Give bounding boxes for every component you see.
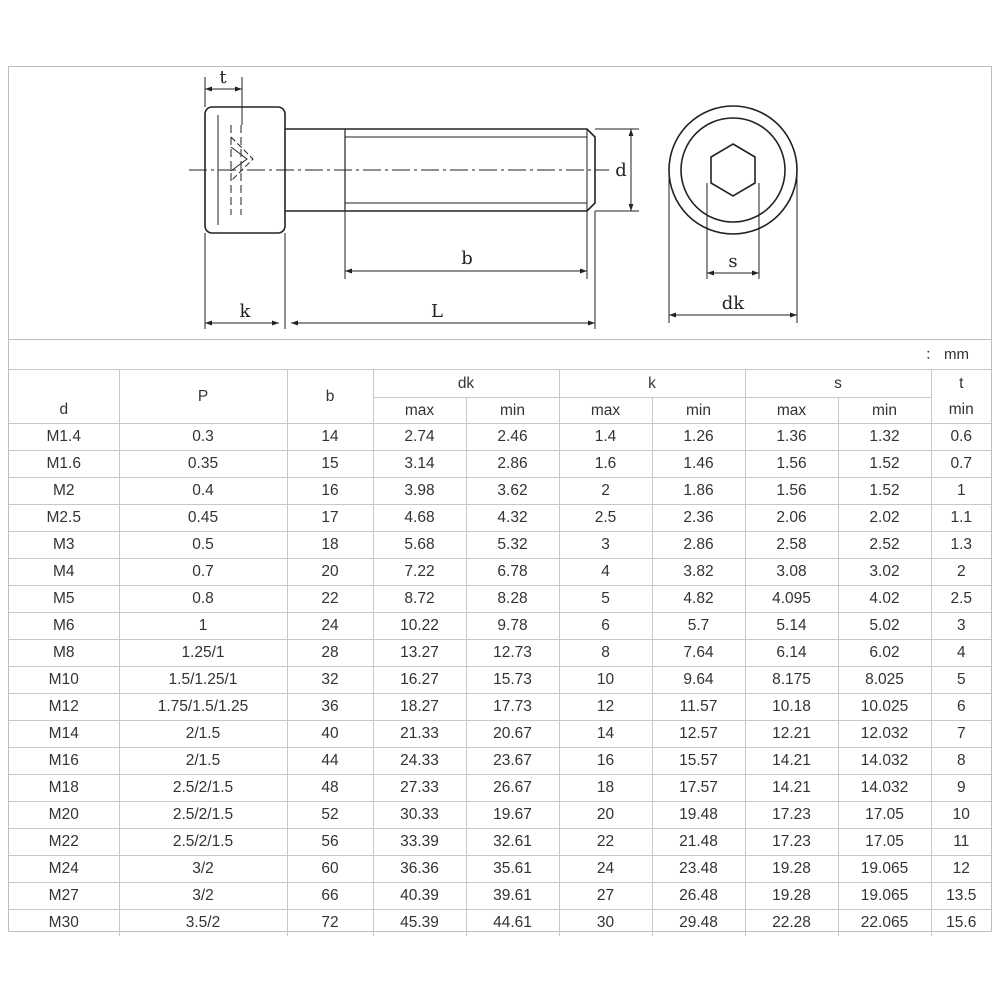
cell-b: 18 xyxy=(287,532,373,559)
table-row xyxy=(9,451,991,478)
cell-t-min: 0.7 xyxy=(931,451,991,478)
cell-b: 36 xyxy=(287,694,373,721)
cell-d: M5 xyxy=(9,586,119,613)
cell-p: 0.8 xyxy=(119,586,287,613)
cell-d: M14 xyxy=(9,721,119,748)
cell-s-max: 8.175 xyxy=(745,667,838,694)
cell-dk-min: 9.78 xyxy=(466,613,559,640)
cell-p: 0.4 xyxy=(119,478,287,505)
table-row xyxy=(9,424,991,451)
cell-d: M20 xyxy=(9,802,119,829)
label-b: b xyxy=(461,248,473,269)
cell-t-min: 9 xyxy=(931,775,991,802)
cell-t-min: 15.6 xyxy=(931,910,991,937)
cell-b: 56 xyxy=(287,829,373,856)
table-row xyxy=(9,694,991,721)
header-k: k xyxy=(559,370,745,398)
cell-k-min: 15.57 xyxy=(652,748,745,775)
cell-dk-min: 15.73 xyxy=(466,667,559,694)
cell-k-min: 2.86 xyxy=(652,532,745,559)
cell-t-min: 6 xyxy=(931,694,991,721)
cell-b: 72 xyxy=(287,910,373,937)
table-row xyxy=(9,910,991,937)
cell-dk-min: 2.46 xyxy=(466,424,559,451)
cell-k-min: 1.46 xyxy=(652,451,745,478)
cell-dk-max: 21.33 xyxy=(373,721,466,748)
cell-k-min: 11.57 xyxy=(652,694,745,721)
cell-p: 1.75/1.5/1.25 xyxy=(119,694,287,721)
header-k-max: max xyxy=(559,398,652,424)
cell-p: 2.5/2/1.5 xyxy=(119,775,287,802)
cell-b: 66 xyxy=(287,883,373,910)
cell-s-min: 19.065 xyxy=(838,856,931,883)
cell-k-max: 14 xyxy=(559,721,652,748)
cell-dk-min: 5.32 xyxy=(466,532,559,559)
cell-dk-min: 23.67 xyxy=(466,748,559,775)
cell-k-max: 30 xyxy=(559,910,652,937)
label-L: L xyxy=(431,301,443,322)
table-row xyxy=(9,856,991,883)
cell-s-min: 8.025 xyxy=(838,667,931,694)
cell-d: M2 xyxy=(9,478,119,505)
cell-k-max: 24 xyxy=(559,856,652,883)
cell-p: 2/1.5 xyxy=(119,721,287,748)
cell-t-min: 7 xyxy=(931,721,991,748)
hex-socket xyxy=(711,144,755,196)
cell-t-min: 8 xyxy=(931,748,991,775)
cell-dk-min: 19.67 xyxy=(466,802,559,829)
cell-p: 3.5/2 xyxy=(119,910,287,937)
cell-d: M12 xyxy=(9,694,119,721)
cell-k-max: 2 xyxy=(559,478,652,505)
cell-dk-min: 4.32 xyxy=(466,505,559,532)
table-row xyxy=(9,667,991,694)
table-row xyxy=(9,613,991,640)
cell-dk-max: 8.72 xyxy=(373,586,466,613)
table-row xyxy=(9,775,991,802)
cell-s-min: 4.02 xyxy=(838,586,931,613)
cell-dk-min: 39.61 xyxy=(466,883,559,910)
cell-t-min: 3 xyxy=(931,613,991,640)
cell-s-max: 1.56 xyxy=(745,478,838,505)
cell-dk-max: 2.74 xyxy=(373,424,466,451)
cell-dk-max: 27.33 xyxy=(373,775,466,802)
cell-p: 2/1.5 xyxy=(119,748,287,775)
cell-k-min: 2.36 xyxy=(652,505,745,532)
cell-dk-max: 3.14 xyxy=(373,451,466,478)
cell-k-max: 27 xyxy=(559,883,652,910)
cell-dk-max: 36.36 xyxy=(373,856,466,883)
cell-d: M2.5 xyxy=(9,505,119,532)
header-t: t xyxy=(931,370,991,398)
cell-b: 16 xyxy=(287,478,373,505)
cell-dk-max: 16.27 xyxy=(373,667,466,694)
screw-head-end-view xyxy=(669,106,797,234)
cell-s-max: 2.58 xyxy=(745,532,838,559)
table-row xyxy=(9,883,991,910)
table-row xyxy=(9,748,991,775)
cell-b: 17 xyxy=(287,505,373,532)
cell-dk-max: 18.27 xyxy=(373,694,466,721)
cell-p: 2.5/2/1.5 xyxy=(119,829,287,856)
cell-s-min: 2.02 xyxy=(838,505,931,532)
cell-dk-min: 20.67 xyxy=(466,721,559,748)
cell-s-min: 5.02 xyxy=(838,613,931,640)
cell-s-max: 6.14 xyxy=(745,640,838,667)
cell-s-min: 2.52 xyxy=(838,532,931,559)
cell-s-max: 17.23 xyxy=(745,829,838,856)
cell-s-max: 1.56 xyxy=(745,451,838,478)
label-k: k xyxy=(239,301,251,322)
cell-b: 60 xyxy=(287,856,373,883)
cell-s-min: 1.52 xyxy=(838,451,931,478)
label-dk: dk xyxy=(721,293,745,314)
cell-s-min: 3.02 xyxy=(838,559,931,586)
cell-d: M22 xyxy=(9,829,119,856)
cell-s-min: 6.02 xyxy=(838,640,931,667)
cell-p: 0.5 xyxy=(119,532,287,559)
cell-s-max: 4.095 xyxy=(745,586,838,613)
cell-t-min: 0.6 xyxy=(931,424,991,451)
table-row xyxy=(9,505,991,532)
cell-k-min: 5.7 xyxy=(652,613,745,640)
cell-s-max: 10.18 xyxy=(745,694,838,721)
cell-dk-min: 12.73 xyxy=(466,640,559,667)
cell-k-max: 1.6 xyxy=(559,451,652,478)
cell-k-max: 4 xyxy=(559,559,652,586)
cell-k-max: 18 xyxy=(559,775,652,802)
cell-d: M4 xyxy=(9,559,119,586)
cell-t-min: 2 xyxy=(931,559,991,586)
cell-s-min: 17.05 xyxy=(838,829,931,856)
table-body xyxy=(9,424,991,937)
unit-label: ： mm xyxy=(924,346,969,363)
table-row xyxy=(9,532,991,559)
cell-p: 0.7 xyxy=(119,559,287,586)
cell-s-max: 12.21 xyxy=(745,721,838,748)
cell-dk-max: 30.33 xyxy=(373,802,466,829)
cell-dk-min: 44.61 xyxy=(466,910,559,937)
cell-b: 28 xyxy=(287,640,373,667)
header-s-min: min xyxy=(838,398,931,424)
cell-dk-min: 3.62 xyxy=(466,478,559,505)
cell-b: 20 xyxy=(287,559,373,586)
table-row xyxy=(9,829,991,856)
cell-b: 52 xyxy=(287,802,373,829)
cell-k-max: 1.4 xyxy=(559,424,652,451)
cell-dk-max: 4.68 xyxy=(373,505,466,532)
cell-d: M16 xyxy=(9,748,119,775)
cell-dk-max: 24.33 xyxy=(373,748,466,775)
cell-s-min: 10.025 xyxy=(838,694,931,721)
cell-dk-max: 10.22 xyxy=(373,613,466,640)
cell-k-max: 6 xyxy=(559,613,652,640)
cell-s-min: 14.032 xyxy=(838,748,931,775)
cell-b: 14 xyxy=(287,424,373,451)
cell-k-min: 7.64 xyxy=(652,640,745,667)
cell-s-max: 19.28 xyxy=(745,856,838,883)
cell-k-min: 1.26 xyxy=(652,424,745,451)
cell-s-max: 2.06 xyxy=(745,505,838,532)
cell-k-min: 1.86 xyxy=(652,478,745,505)
cell-p: 0.35 xyxy=(119,451,287,478)
cell-b: 40 xyxy=(287,721,373,748)
table-row xyxy=(9,478,991,505)
cell-s-min: 22.065 xyxy=(838,910,931,937)
cell-d: M6 xyxy=(9,613,119,640)
cell-k-max: 16 xyxy=(559,748,652,775)
cell-k-max: 5 xyxy=(559,586,652,613)
cell-p: 3/2 xyxy=(119,856,287,883)
cell-t-min: 1 xyxy=(931,478,991,505)
cell-t-min: 13.5 xyxy=(931,883,991,910)
cell-t-min: 2.5 xyxy=(931,586,991,613)
cell-s-min: 14.032 xyxy=(838,775,931,802)
cell-d: M30 xyxy=(9,910,119,937)
table-row xyxy=(9,640,991,667)
header-b: b xyxy=(287,370,373,424)
cell-d: M10 xyxy=(9,667,119,694)
cell-dk-max: 5.68 xyxy=(373,532,466,559)
header-s-max: max xyxy=(745,398,838,424)
cell-b: 32 xyxy=(287,667,373,694)
cell-dk-max: 7.22 xyxy=(373,559,466,586)
label-s: s xyxy=(728,251,738,272)
table-row xyxy=(9,802,991,829)
cell-k-max: 8 xyxy=(559,640,652,667)
cell-s-min: 12.032 xyxy=(838,721,931,748)
table-row xyxy=(9,721,991,748)
cell-t-min: 4 xyxy=(931,640,991,667)
cell-k-min: 4.82 xyxy=(652,586,745,613)
cell-dk-min: 32.61 xyxy=(466,829,559,856)
cell-t-min: 10 xyxy=(931,802,991,829)
cell-s-min: 1.32 xyxy=(838,424,931,451)
cell-k-max: 3 xyxy=(559,532,652,559)
cell-p: 3/2 xyxy=(119,883,287,910)
cell-dk-min: 35.61 xyxy=(466,856,559,883)
cell-d: M8 xyxy=(9,640,119,667)
cell-dk-max: 45.39 xyxy=(373,910,466,937)
cell-t-min: 1.1 xyxy=(931,505,991,532)
cell-b: 24 xyxy=(287,613,373,640)
cell-p: 1.25/1 xyxy=(119,640,287,667)
cell-k-max: 2.5 xyxy=(559,505,652,532)
cell-p: 2.5/2/1.5 xyxy=(119,802,287,829)
cell-k-min: 19.48 xyxy=(652,802,745,829)
screw-head-outline xyxy=(205,107,285,233)
header-p: P xyxy=(119,370,287,424)
cell-k-min: 12.57 xyxy=(652,721,745,748)
cell-k-min: 3.82 xyxy=(652,559,745,586)
header-dk-max: max xyxy=(373,398,466,424)
cell-dk-min: 17.73 xyxy=(466,694,559,721)
cell-d: M18 xyxy=(9,775,119,802)
cell-p: 0.45 xyxy=(119,505,287,532)
cell-d: M24 xyxy=(9,856,119,883)
header-s: s xyxy=(745,370,931,398)
cell-t-min: 11 xyxy=(931,829,991,856)
cell-s-max: 19.28 xyxy=(745,883,838,910)
cell-s-max: 1.36 xyxy=(745,424,838,451)
cell-k-max: 10 xyxy=(559,667,652,694)
cell-s-max: 5.14 xyxy=(745,613,838,640)
cell-d: M27 xyxy=(9,883,119,910)
header-d: d xyxy=(9,370,119,424)
section-divider xyxy=(9,339,991,340)
spec-sheet-frame xyxy=(8,66,992,932)
cell-k-min: 17.57 xyxy=(652,775,745,802)
cell-dk-min: 6.78 xyxy=(466,559,559,586)
socket-cap-screw-drawing xyxy=(9,67,993,339)
cell-p: 1.5/1.25/1 xyxy=(119,667,287,694)
table-row xyxy=(9,559,991,586)
cell-b: 22 xyxy=(287,586,373,613)
cell-d: M3 xyxy=(9,532,119,559)
cell-dk-max: 33.39 xyxy=(373,829,466,856)
cell-s-max: 22.28 xyxy=(745,910,838,937)
dimension-table xyxy=(9,369,991,936)
cell-t-min: 5 xyxy=(931,667,991,694)
cell-dk-min: 8.28 xyxy=(466,586,559,613)
header-k-min: min xyxy=(652,398,745,424)
header-dk: dk xyxy=(373,370,559,398)
cell-s-max: 14.21 xyxy=(745,775,838,802)
cell-k-min: 23.48 xyxy=(652,856,745,883)
cell-s-max: 3.08 xyxy=(745,559,838,586)
cell-k-min: 26.48 xyxy=(652,883,745,910)
cell-p: 0.3 xyxy=(119,424,287,451)
cell-t-min: 12 xyxy=(931,856,991,883)
cell-b: 15 xyxy=(287,451,373,478)
cell-k-min: 21.48 xyxy=(652,829,745,856)
cell-k-min: 29.48 xyxy=(652,910,745,937)
header-t-min: min xyxy=(931,398,991,424)
cell-s-max: 14.21 xyxy=(745,748,838,775)
cell-t-min: 1.3 xyxy=(931,532,991,559)
cell-b: 44 xyxy=(287,748,373,775)
label-d: d xyxy=(615,160,627,181)
label-t: t xyxy=(219,67,227,88)
cell-d: M1.4 xyxy=(9,424,119,451)
cell-k-max: 22 xyxy=(559,829,652,856)
cell-dk-min: 26.67 xyxy=(466,775,559,802)
cell-s-min: 17.05 xyxy=(838,802,931,829)
cell-dk-max: 3.98 xyxy=(373,478,466,505)
cell-d: M1.6 xyxy=(9,451,119,478)
cell-p: 1 xyxy=(119,613,287,640)
cell-k-max: 12 xyxy=(559,694,652,721)
cell-s-min: 19.065 xyxy=(838,883,931,910)
cell-b: 48 xyxy=(287,775,373,802)
cell-s-min: 1.52 xyxy=(838,478,931,505)
cell-dk-max: 40.39 xyxy=(373,883,466,910)
header-dk-min: min xyxy=(466,398,559,424)
cell-dk-min: 2.86 xyxy=(466,451,559,478)
cell-dk-max: 13.27 xyxy=(373,640,466,667)
cell-k-min: 9.64 xyxy=(652,667,745,694)
cell-k-max: 20 xyxy=(559,802,652,829)
table-row xyxy=(9,586,991,613)
cell-s-max: 17.23 xyxy=(745,802,838,829)
